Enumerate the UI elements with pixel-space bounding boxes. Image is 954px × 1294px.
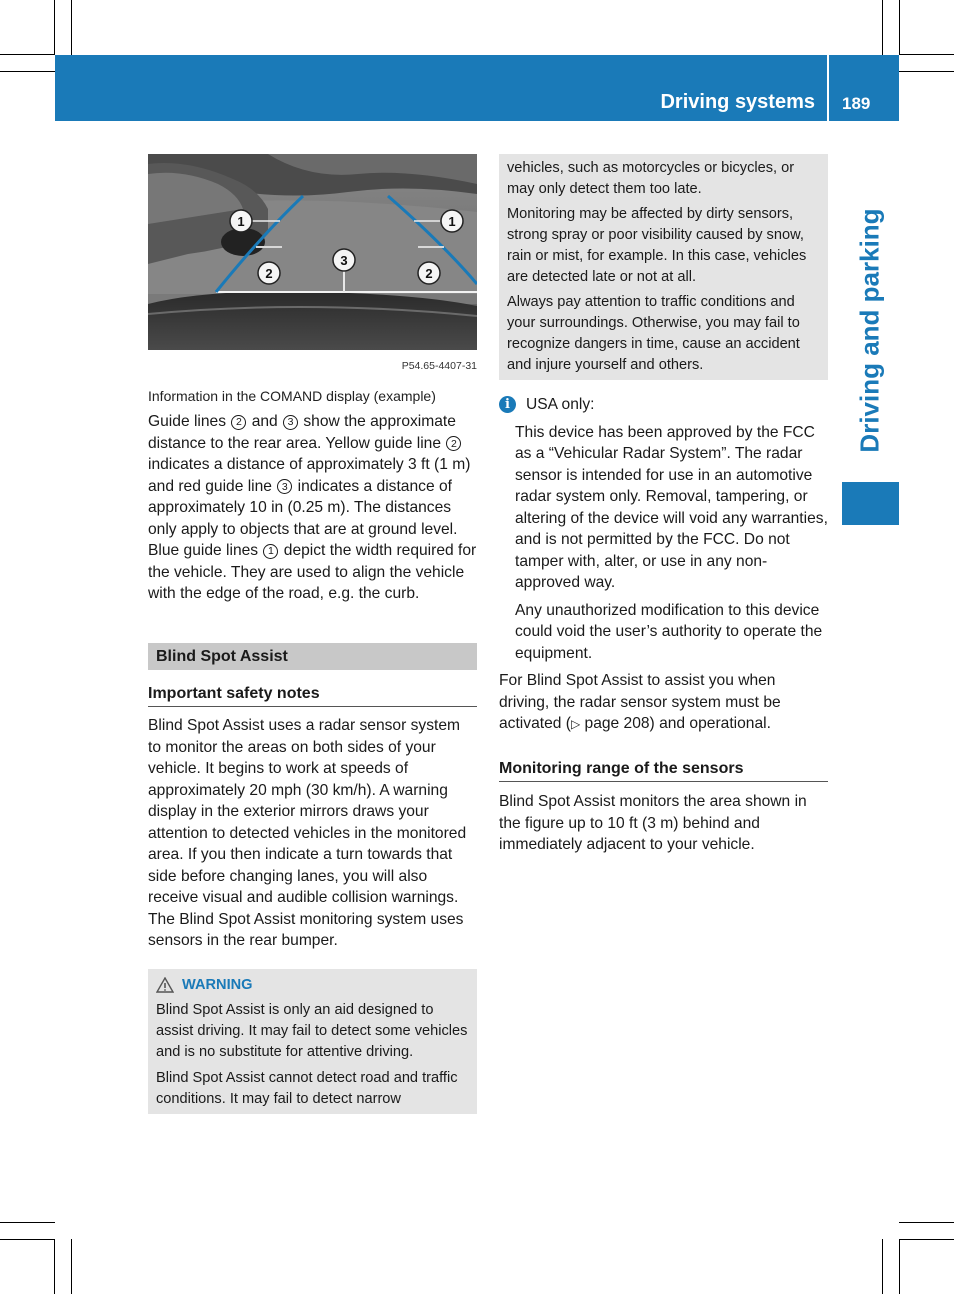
warning-heading [156, 975, 469, 996]
info-heading [499, 394, 828, 416]
crop-mark [882, 0, 883, 55]
section-title: Driving systems [660, 91, 815, 113]
warning-box [148, 969, 477, 1115]
crop-mark [0, 1239, 55, 1240]
crop-mark [899, 1222, 954, 1223]
subheading-safety-notes: Important safety notes [148, 683, 477, 708]
page-header [55, 55, 899, 121]
callout-ref: 3 [277, 479, 292, 494]
info-text: Any unauthorized modification to this device could void the user’s authority to operate the equipment. [515, 601, 823, 662]
guide-lines-paragraph: Guide lines 2 and 3 show the approximate distance to the rear area. Yellow guide line 2 indicates a distance of approximately 3 ft (1 m) and red guide line 3 indicates a distance of approximately 10 in (0.25 m). The distances only apply to objects that are at ground level. Blue guide lines 1 depict the width required for the vehicle. They are used to align the vehicle with the edge of the road, e.g. the curb. [148, 413, 477, 602]
activation-paragraph: For Blind Spot Assist to assist you when driving, the radar sensor system must be activated (▷ page 208) and operational. [499, 672, 781, 732]
crop-mark [54, 0, 55, 55]
warning-box-continued [499, 154, 828, 380]
warning-text: vehicles, such as motorcycles or bicycles, or may only detect them too late. [507, 160, 795, 197]
right-column [499, 154, 828, 856]
page-number: 189 [842, 94, 871, 113]
warning-text: Always pay attention to traffic conditions and your surroundings. Otherwise, you may fail to recognize dangers in time, cause an accident and injure yourself and others. [507, 294, 800, 373]
callout-blue-left [230, 210, 252, 232]
rear-camera-illustration [148, 154, 477, 350]
warning-label: WARNING [182, 976, 253, 993]
crop-mark [71, 0, 72, 55]
warning-text: Monitoring may be affected by dirty sensors, strong spray or poor visibility caused by snow, rain or mist, for example. In this case, vehicles are detected late or not at all. [507, 206, 807, 285]
side-tab [842, 180, 899, 480]
info-heading-text: USA only: [526, 396, 595, 413]
crop-mark [899, 1239, 900, 1294]
figure-code: P54.65-4407-31 [401, 360, 477, 372]
callout-ref: 2 [446, 436, 461, 451]
camera-display-image [148, 154, 477, 350]
callout-yellow-right [418, 262, 440, 284]
warning-text: Blind Spot Assist cannot detect road and traffic conditions. It may fail to detect narrow [156, 1069, 458, 1107]
crop-mark [899, 0, 900, 55]
svg-text:1: 1 [237, 214, 245, 229]
crop-mark [882, 1239, 883, 1294]
crop-mark [899, 1239, 954, 1240]
callout-yellow-left [258, 262, 280, 284]
svg-text:3: 3 [340, 253, 348, 268]
section-heading-blind-spot-assist: Blind Spot Assist [148, 643, 477, 670]
monitoring-range-paragraph: Blind Spot Assist monitors the area shown in the figure up to 10 ft (3 m) behind and immediately adjacent to your vehicle. [499, 793, 807, 853]
svg-text:1: 1 [448, 214, 456, 229]
callout-ref: 1 [263, 544, 278, 559]
header-divider [827, 55, 829, 121]
figure-caption: Information in the COMAND display (example) [148, 388, 436, 404]
warning-text: Blind Spot Assist is only an aid designed to assist driving. It may fail to detect some vehicles and is no substitute for attentive driving. [156, 1001, 468, 1061]
crop-mark [0, 71, 55, 72]
callout-blue-right [441, 210, 463, 232]
page-reference-arrow-icon: ▷ [570, 717, 581, 731]
svg-text:2: 2 [425, 266, 433, 281]
svg-text:2: 2 [265, 266, 273, 281]
crop-mark [899, 54, 954, 55]
crop-mark [0, 54, 55, 55]
side-tab-marker [842, 482, 899, 525]
crop-mark [54, 1239, 55, 1294]
callout-red-center [333, 249, 355, 271]
crop-mark [899, 71, 954, 72]
crop-mark [71, 1239, 72, 1294]
left-column [148, 154, 477, 1114]
info-icon: i [499, 396, 516, 413]
blind-spot-description: Blind Spot Assist uses a radar sensor system to monitor the areas on both sides of your vehicle. It begins to work at speeds of approximately 20 mph (30 km/h). A warning display in the exterior mirrors draws your attention to detected vehicles in the monitored area. If you then indicate a turn towards that side before changing lanes, you will also receive visual and audible collision warnings. The Blind Spot Assist monitoring system uses sensors in the rear bumper. [148, 717, 467, 949]
callout-ref: 2 [231, 415, 246, 430]
crop-mark [0, 1222, 55, 1223]
callout-ref: 3 [283, 415, 298, 430]
warning-triangle-icon [156, 977, 174, 993]
side-tab-label: Driving and parking [855, 207, 885, 453]
info-text: This device has been approved by the FCC as a “Vehicular Radar System”. The radar sensor is intended for use in an automotive radar system only. Removal, tampering, or altering of the device will void any warranties, and is not permitted by the FCC. Do not tamper with, alter, or use in any non-approved way. [515, 423, 828, 591]
subheading-monitoring-range: Monitoring range of the sensors [499, 758, 828, 783]
info-note [499, 394, 828, 664]
